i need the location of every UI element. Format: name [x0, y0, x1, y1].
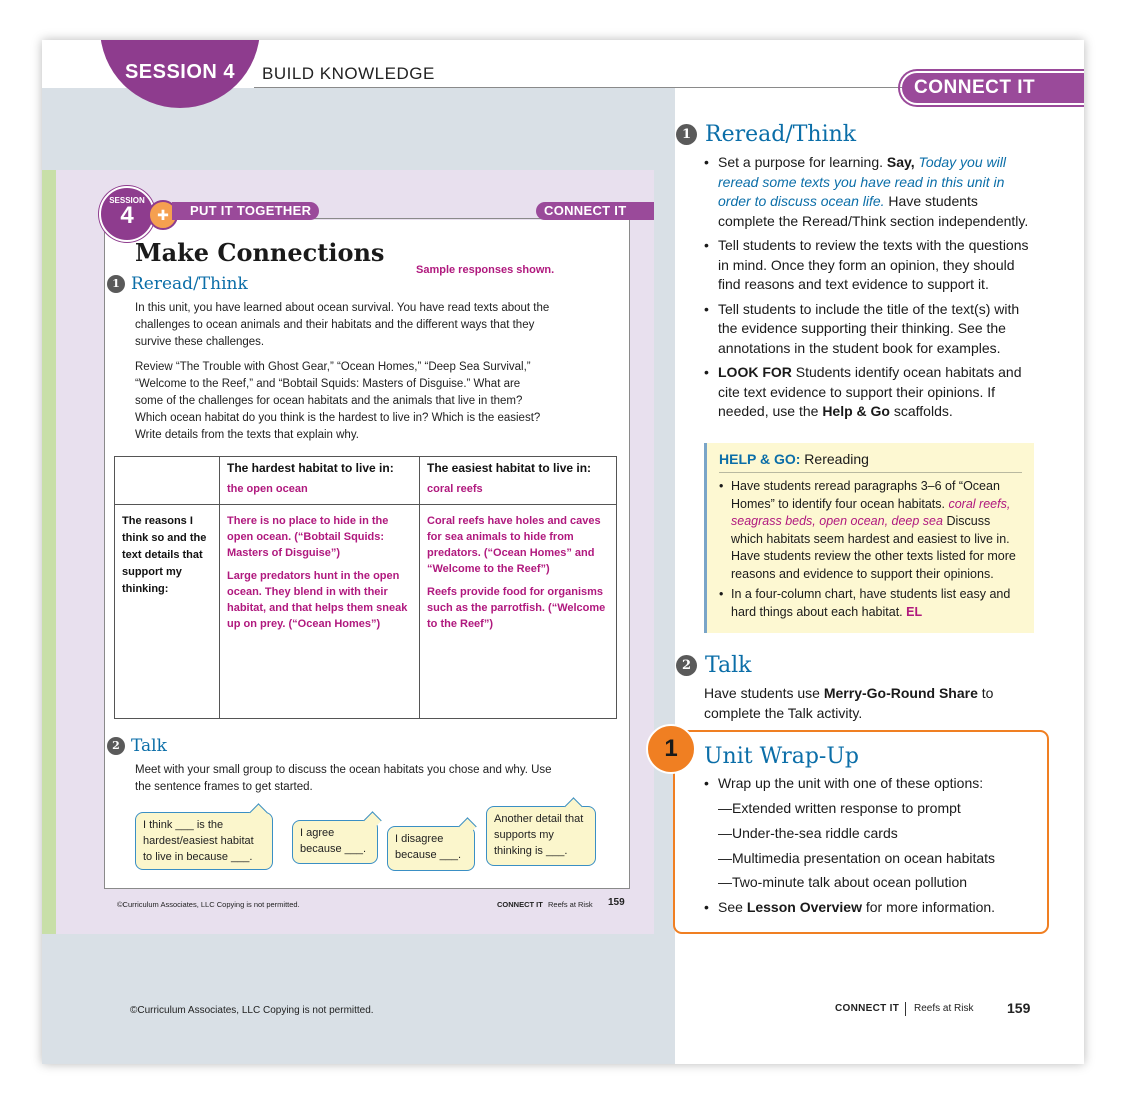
session-badge: [99, 186, 155, 242]
easiest-answer: coral reefs: [427, 483, 483, 495]
footer-connect: CONNECT IT: [835, 1003, 900, 1014]
talk-text: Have students use: [704, 685, 824, 701]
sentence-frame-bubble: [486, 806, 596, 866]
session-number: 4: [120, 202, 134, 229]
help-text: Discuss which habitats seem hardest and easiest to live in. Have students review the other texts listed for more reasons and evidence to support their opinions.: [731, 514, 1016, 581]
student-footer-unit: Reefs at Risk: [548, 900, 593, 909]
unit-wrap-up-heading: Unit Wrap-Up: [704, 744, 859, 769]
help-answer: coral reefs, seagrass beds, open ocean, deep sea: [731, 496, 1011, 528]
reread-intro: In this unit, you have learned about ocean survival. You have read texts about the challenges to ocean animals and their habitats and the different ways that they survive these challenges.: [135, 302, 550, 348]
session-word: SESSION: [109, 196, 145, 205]
teacher-guide-page: [42, 40, 1084, 1064]
talk-heading-teacher-text: Talk: [705, 653, 752, 678]
help-and-go-heading: [719, 451, 1022, 473]
page-edge-stripe: [42, 170, 56, 934]
wrap-up-badge: 1: [646, 724, 696, 774]
help-topic: Rereading: [800, 451, 869, 467]
reread-think-heading-text: Reread/Think: [705, 122, 857, 147]
say-label: Say,: [886, 154, 915, 170]
help-text: In a four-column chart, have students list easy and hard things about each habitat.: [731, 587, 1011, 619]
sentence-frame-bubble: [387, 826, 475, 871]
talk-heading-teacher: [676, 653, 751, 678]
hardest-answer: the open ocean: [227, 483, 308, 495]
list-item: [719, 478, 1022, 583]
reread-think-heading: [676, 122, 856, 147]
help-list: [719, 478, 1022, 621]
easiest-header: The easiest habitat to live in:: [427, 461, 592, 475]
list-item: • Tell students to review the texts with the questions in mind. Once they form an opinion, they should find reasons and text evidence to support it.: [704, 236, 1034, 295]
habitat-table: [114, 456, 617, 719]
sentence-frame-bubble: [292, 820, 378, 864]
reread-bullets: [704, 153, 1034, 427]
sentence-frame-text: I disagree because ___.: [395, 833, 462, 861]
step-number: 1: [107, 275, 125, 293]
put-it-together-tab: PUT IT TOGETHER: [172, 202, 319, 220]
sentence-frame-text: I think ___ is the hardest/easiest habitat to live in because ___.: [143, 819, 254, 863]
step-number: 2: [676, 655, 697, 676]
routine-name: Merry-Go-Round Share: [823, 685, 978, 701]
student-book-page: [42, 170, 654, 934]
hardest-reason-1: There is no place to hide in the open ocean. (“Bobtail Squids: Masters of Disguise”): [227, 515, 389, 559]
wrap-up-option: —Extended written response to prompt: [718, 800, 961, 816]
table-corner: [115, 457, 220, 505]
list-item: • Tell students to include the title of the text(s) with the evidence supporting their thinking. See the annotations in the student book for examples.: [704, 300, 1034, 359]
reread-prompt: Review “The Trouble with Ghost Gear,” “Ocean Homes,” “Deep Sea Survival,” “Welcome to the Reef,” and “Bobtail Squids: Masters of Disguise.” What are some of the challenges for ocean habitats and the animals that live in them? Which ocean habitat do you think is the hardest to live in? Which is the easiest? Write details from the texts that explain why.: [135, 361, 541, 441]
session-label: SESSION 4: [124, 61, 236, 83]
table-header-easiest: [420, 457, 617, 505]
talk-instructions-teacher: [704, 684, 1034, 723]
page-title: Make Connections: [135, 238, 385, 267]
talk-heading: [107, 736, 167, 756]
help-label: HELP & GO:: [719, 451, 801, 467]
easiest-reason-1: Coral reefs have holes and caves for sea animals to hide from predators. (“Ocean Homes” and “Welcome to the Reef”): [427, 515, 601, 575]
sentence-frame-bubble: [135, 812, 273, 870]
el-badge: EL: [906, 604, 923, 619]
reread-heading-text: Reread/Think: [131, 274, 248, 294]
help-go-ref: Help & Go: [822, 403, 890, 419]
help-and-go-box: [704, 443, 1034, 633]
sample-note: Sample responses shown.: [416, 264, 555, 276]
hardest-reason-2: Large predators hunt in the open ocean. They blend in with their habitat, and that helps them sneak up on prey. (“Ocean Homes”): [227, 570, 408, 630]
hardest-reasons-cell: [220, 505, 420, 719]
talk-text: to complete the Talk activity.: [704, 685, 994, 721]
list-item: [704, 363, 1034, 422]
bullet-text: Set a purpose for learning.: [718, 154, 887, 170]
list-item: • Wrap up the unit with one of these options:: [704, 774, 1034, 794]
sentence-frame-text: I agree because ___.: [300, 827, 367, 855]
puzzle-icon: ✚: [148, 200, 178, 230]
look-for-label: LOOK FOR: [718, 364, 792, 380]
bullet-text: scaffolds.: [889, 403, 953, 419]
talk-heading-text: Talk: [131, 736, 167, 756]
wrap-up-option: —Multimedia presentation on ocean habitats: [718, 850, 996, 866]
footer-unit: Reefs at Risk: [914, 1003, 974, 1014]
say-script: Today you will reread some texts you have read in this unit in order to discuss ocean life.: [718, 154, 1006, 209]
wrap-up-option: —Under-the-sea riddle cards: [718, 825, 898, 841]
student-footer-copyright: ©Curriculum Associates, LLC Copying is not permitted.: [117, 900, 300, 909]
talk-instructions: Meet with your small group to discuss the ocean habitats you chose and why. Use the sentence frames to get started.: [135, 764, 552, 793]
wrap-up-intro-list: [704, 774, 1034, 799]
bullet-text: Have students complete the Reread/Think section independently.: [718, 193, 1029, 229]
footer-copyright: ©Curriculum Associates, LLC Copying is not permitted.: [130, 1005, 374, 1016]
easiest-reason-2: Reefs provide food for organisms such as the parrotfish. (“Welcome to the Reef”): [427, 586, 606, 630]
wrap-up-option: —Two-minute talk about ocean pollution: [718, 874, 968, 890]
footer-divider: [905, 1002, 906, 1016]
list-item: [704, 153, 1034, 231]
wrap-up-see-list: [704, 898, 1034, 923]
section-label: BUILD KNOWLEDGE: [262, 64, 435, 83]
hardest-header: The hardest habitat to live in:: [227, 461, 394, 475]
reread-heading: [107, 274, 248, 294]
list-item: [719, 586, 1022, 621]
list-item: [704, 898, 1034, 918]
see-text: See: [718, 899, 747, 915]
step-number: 2: [107, 737, 125, 755]
bullet-text: Students identify ocean habitats and cite text evidence to support their opinions. If needed, use the: [718, 364, 1022, 419]
see-text: for more information.: [861, 899, 996, 915]
student-footer-page: 159: [608, 897, 625, 908]
connect-it-tab: CONNECT IT: [902, 73, 1084, 103]
easiest-reasons-cell: [420, 505, 617, 719]
step-number: 1: [676, 124, 697, 145]
lesson-overview-ref: Lesson Overview: [746, 899, 862, 915]
student-connect-tab: CONNECT IT: [536, 202, 654, 220]
help-text: Have students reread paragraphs 3–6 of “Ocean Homes” to identify four ocean habitats.: [731, 479, 1000, 511]
table-header-hardest: [220, 457, 420, 505]
student-footer-connect: CONNECT IT: [497, 900, 543, 909]
sentence-frame-text: Another detail that supports my thinking is ___.: [494, 813, 584, 857]
page-number: 159: [1007, 1000, 1031, 1016]
reasons-row-label: The reasons I think so and the text details that support my thinking:: [115, 505, 220, 719]
